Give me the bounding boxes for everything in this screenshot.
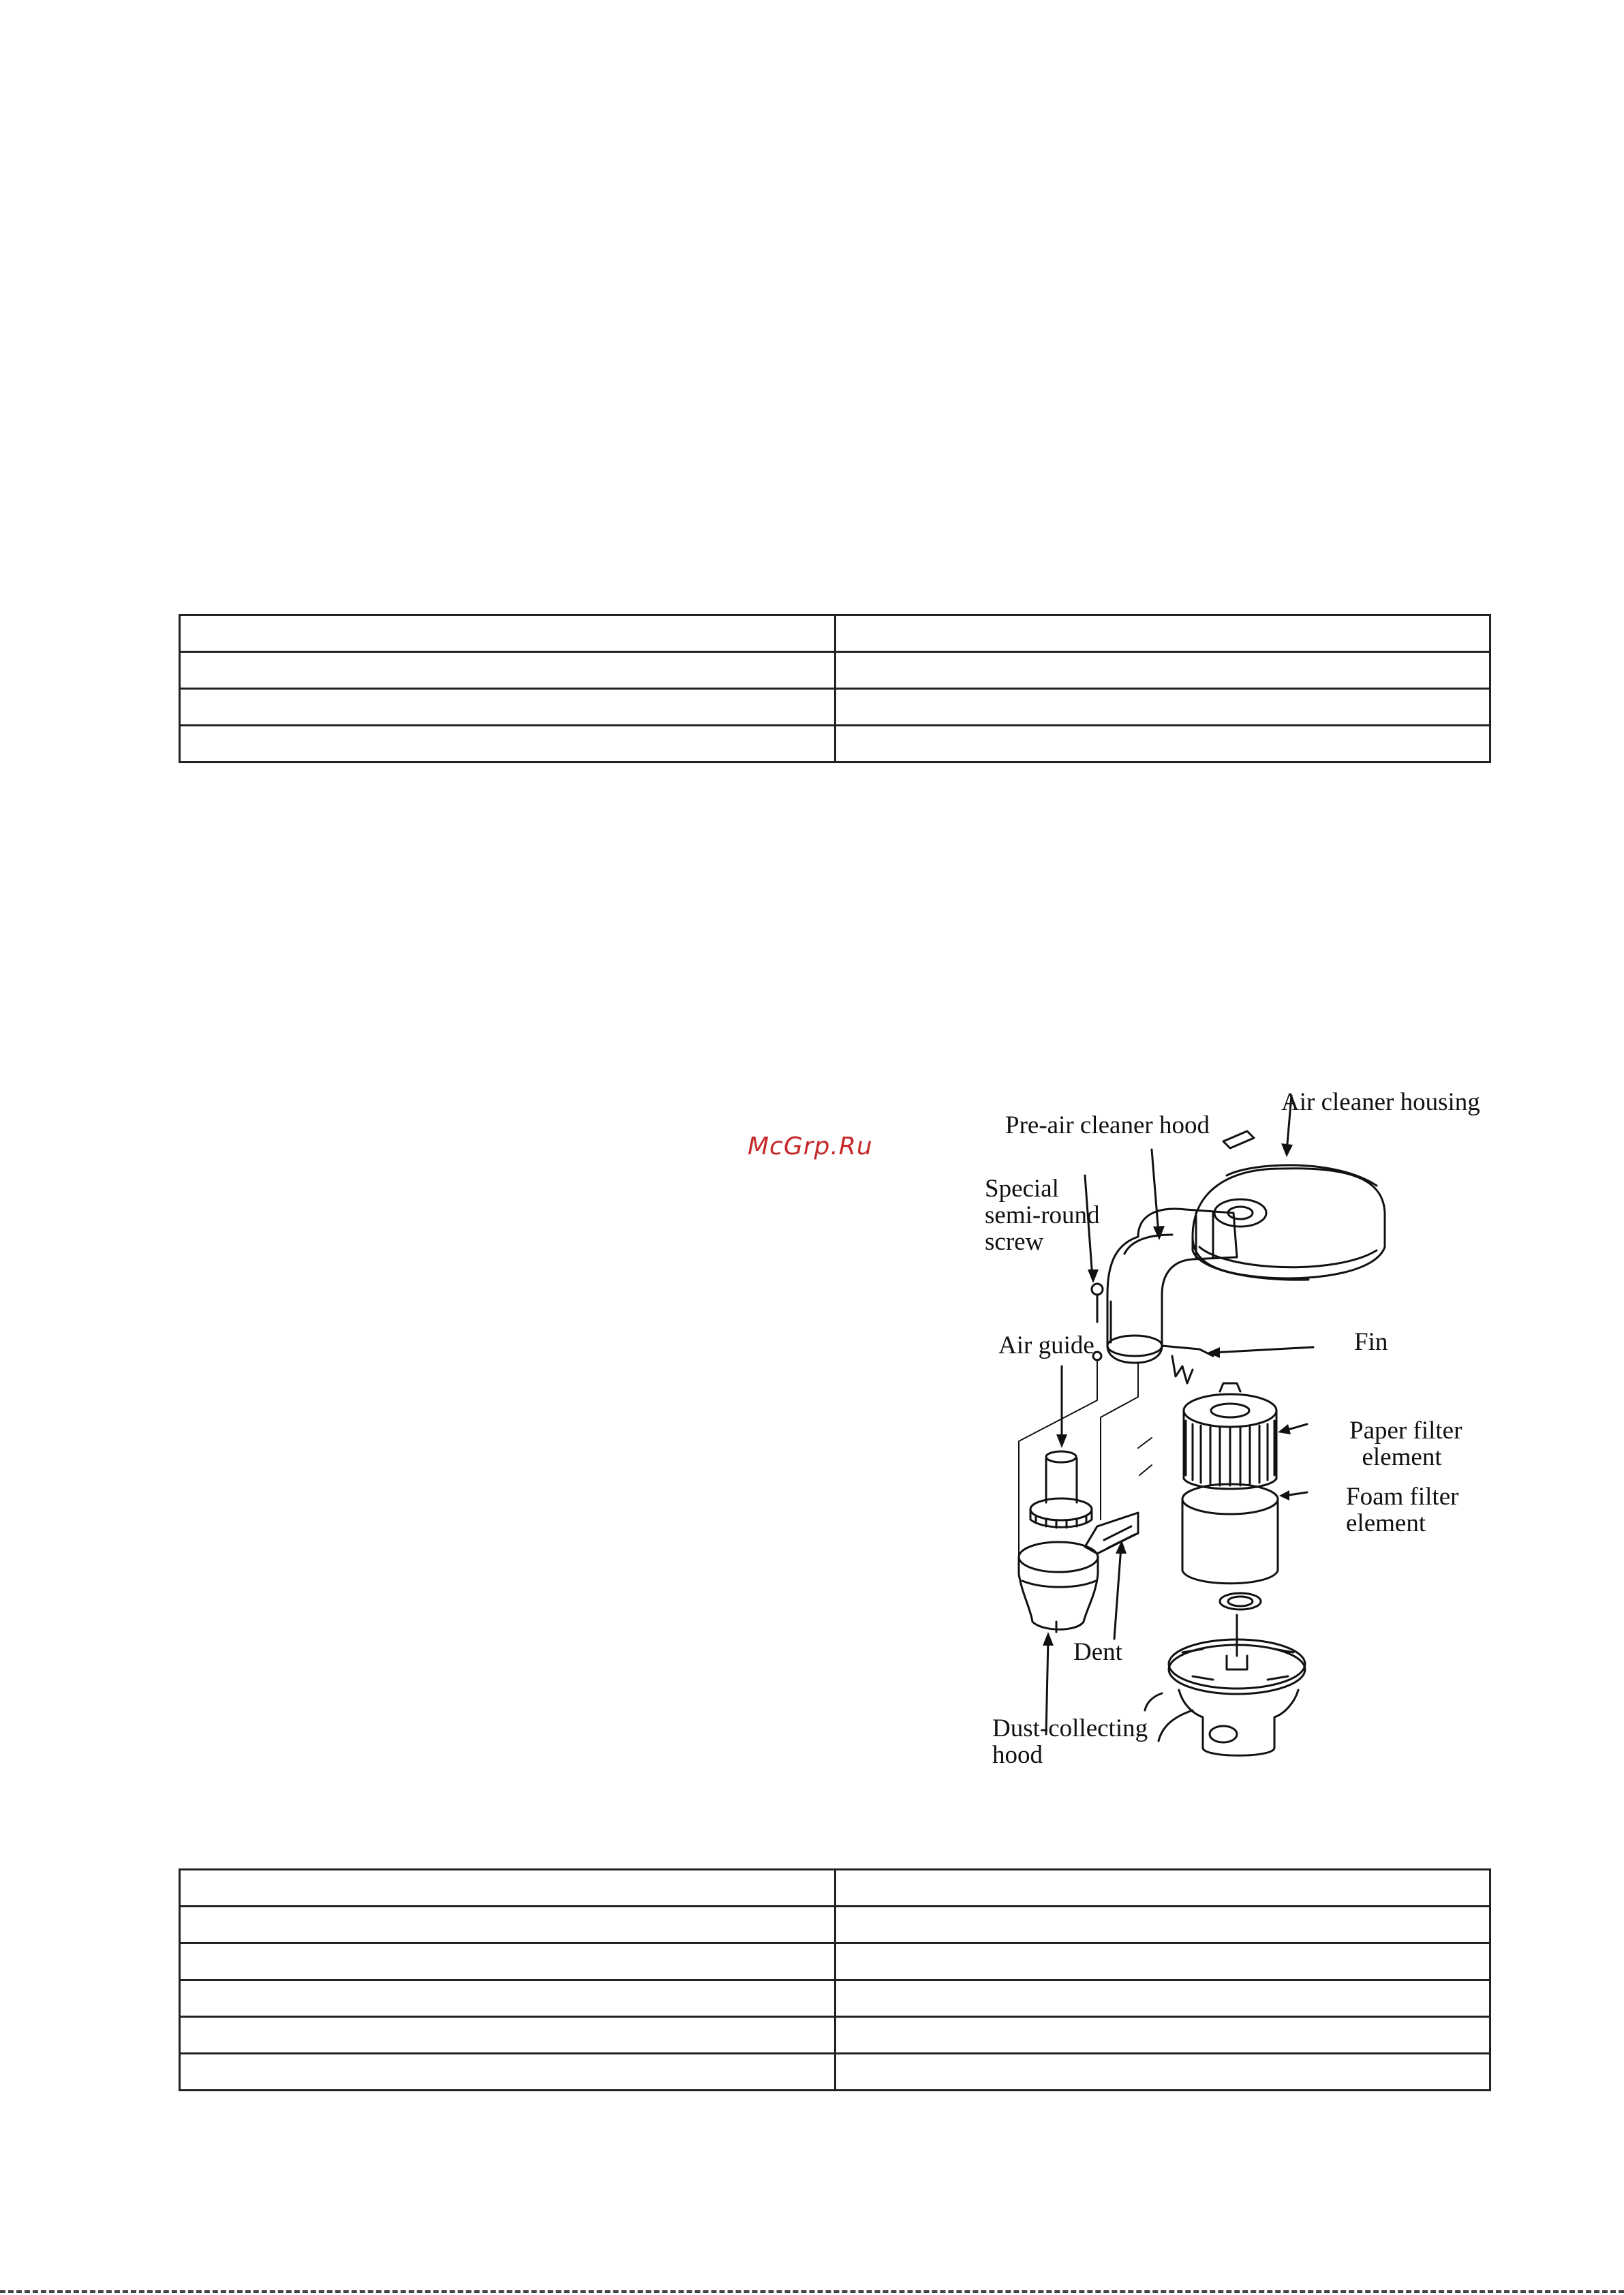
data-table-top (179, 614, 1491, 763)
table-cell (835, 2054, 1490, 2091)
label-special-semi-round-screw: Special semi-round screw (985, 1175, 1100, 1256)
base-assembly-shape (1145, 1593, 1305, 1755)
label-dent: Dent (1073, 1638, 1122, 1666)
air-guide-shape (1030, 1451, 1092, 1528)
table-row (180, 1870, 1490, 1907)
table-cell (180, 2054, 836, 2091)
label-foam-filter-element: Foam filter element (1346, 1483, 1459, 1537)
label-fin: Fin (1354, 1328, 1388, 1356)
table-row (180, 1943, 1490, 1980)
table-cell (180, 726, 836, 763)
pre-air-cleaner-hood-shape (1107, 1209, 1237, 1363)
watermark: McGrp.Ru (748, 1133, 873, 1160)
table-cell (180, 2017, 836, 2054)
table-cell (180, 615, 836, 652)
table-row (180, 1907, 1490, 1943)
table-row (180, 615, 1490, 652)
table-cell (835, 1980, 1490, 2017)
table-cell (835, 1907, 1490, 1943)
label-air-guide: Air guide (998, 1331, 1094, 1359)
dust-collecting-hood-shape (1019, 1513, 1138, 1632)
table-cell (835, 1870, 1490, 1907)
table-cell (835, 689, 1490, 726)
data-table-bottom (179, 1868, 1491, 2091)
table-row (180, 726, 1490, 763)
table-cell (180, 1943, 836, 1980)
paper-filter-element-shape (1184, 1383, 1276, 1489)
table-cell (180, 689, 836, 726)
foam-filter-element-shape (1182, 1484, 1278, 1584)
table-row (180, 652, 1490, 689)
label-pre-air-cleaner-hood: Pre-air cleaner hood (1005, 1111, 1210, 1139)
table-cell (835, 2017, 1490, 2054)
label-paper-filter-element: Paper filter element (1349, 1417, 1462, 1471)
footer-rule (0, 2290, 1624, 2293)
table-cell (835, 726, 1490, 763)
table-cell (180, 1907, 836, 1943)
table-cell (835, 615, 1490, 652)
fin-shape (1162, 1346, 1213, 1383)
table-row (180, 689, 1490, 726)
table-cell (180, 1980, 836, 2017)
label-dust-collecting-hood: Dust-collecting hood (992, 1714, 1148, 1769)
table-cell (835, 652, 1490, 689)
table-row (180, 2017, 1490, 2054)
table-row (180, 2054, 1490, 2091)
label-air-cleaner-housing: Air cleaner housing (1281, 1088, 1480, 1116)
air-cleaner-exploded-diagram (968, 1077, 1527, 1778)
table-cell (180, 652, 836, 689)
table-cell (180, 1870, 836, 1907)
table-cell (835, 1943, 1490, 1980)
table-row (180, 1980, 1490, 2017)
